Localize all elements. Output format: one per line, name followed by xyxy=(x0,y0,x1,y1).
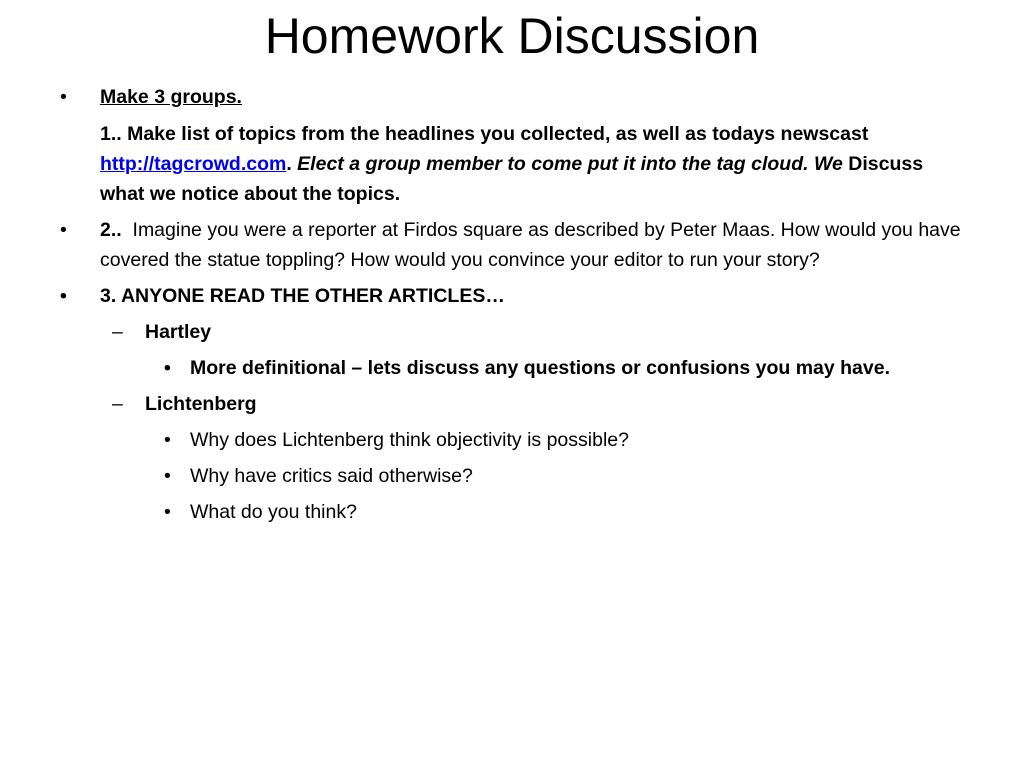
sub-item-hartley xyxy=(60,317,970,347)
sub-point-text: Why have critics said otherwise? xyxy=(190,465,473,487)
bullet-icon: • xyxy=(60,86,67,108)
bullet-icon: • xyxy=(164,465,171,487)
bullet-icon: • xyxy=(164,357,171,379)
bullet-item-1 xyxy=(60,82,970,112)
sub-point-text: Why does Lichtenberg think objectivity is possible? xyxy=(190,429,629,451)
item-2-number: 2.. xyxy=(100,219,122,241)
item-1-text: 1.. Make list of topics from the headlines you collected, as well as todays newscast xyxy=(100,123,869,145)
bullet-icon: • xyxy=(60,219,67,241)
sub-item-lichtenberg xyxy=(60,389,970,419)
dash-icon: – xyxy=(112,321,123,343)
bullet-item-2 xyxy=(60,215,970,275)
bullet-icon: • xyxy=(60,285,67,307)
bullet-item-3 xyxy=(60,281,970,311)
item-1-heading: Make 3 groups. xyxy=(100,86,242,108)
item-1-tail-text: Discuss what we notice about the topics. xyxy=(100,153,924,205)
tagcrowd-link[interactable]: http://tagcrowd.com xyxy=(100,153,287,175)
item-1-paragraph xyxy=(60,119,970,209)
item-1-after-link: . xyxy=(286,153,298,175)
sub-point xyxy=(60,461,970,491)
dash-icon: – xyxy=(112,393,123,415)
sub-item-label: Lichtenberg xyxy=(145,393,257,415)
sub-point-text: What do you think? xyxy=(190,501,357,523)
bullet-icon: • xyxy=(164,429,171,451)
item-3-heading: 3. ANYONE READ THE OTHER ARTICLES… xyxy=(100,285,505,307)
item-1-italic-text: Elect a group member to come put it into the tag cloud. We xyxy=(297,153,843,175)
sub-point xyxy=(60,497,970,527)
item-2-text: Imagine you were a reporter at Firdos square as described by Peter Maas. How would you have covered the statue toppling? How would you convince your editor to run your story? xyxy=(100,219,967,271)
sub-point xyxy=(60,425,970,455)
slide-body xyxy=(60,82,970,527)
sub-point-text: More definitional – lets discuss any questions or confusions you may have. xyxy=(190,357,891,379)
sub-point xyxy=(60,353,970,383)
bullet-icon: • xyxy=(164,501,171,523)
sub-item-label: Hartley xyxy=(145,321,212,343)
slide-title: Homework Discussion xyxy=(264,8,760,64)
